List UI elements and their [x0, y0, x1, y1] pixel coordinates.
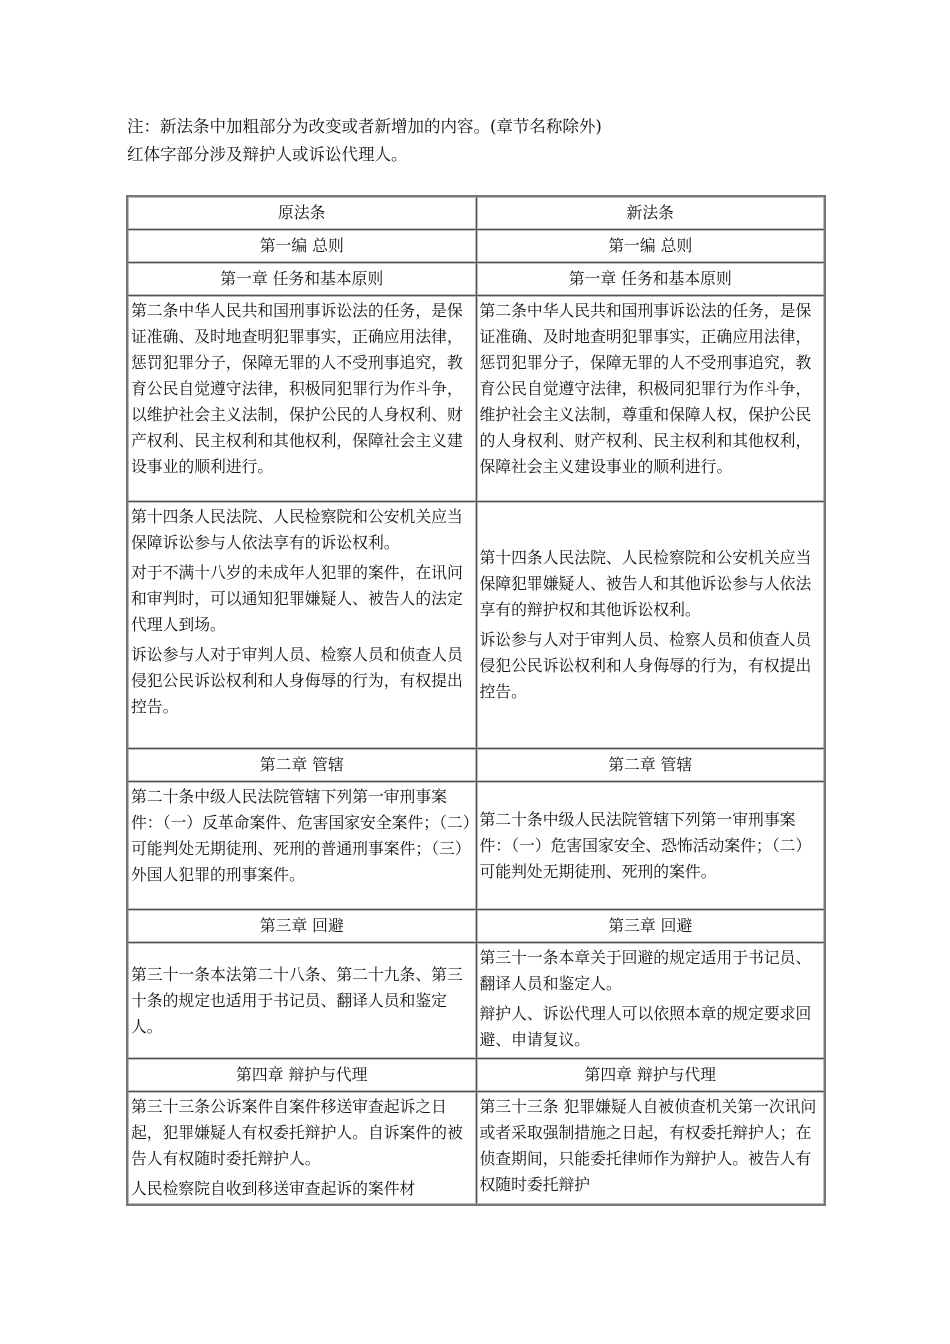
- article33-old: [127, 1092, 476, 1206]
- note-red-explanation: 红体字部分涉及辩护人或诉讼代理人。: [127, 145, 408, 164]
- article-paragraph: 第三十三条 犯罪嫌疑人自被侦查机关第一次讯问或者采取强制措施之日起，有权委托辩护人；在侦查期间，只能委托律师作为辩护人。被告人有权随时委托辩护: [479, 1097, 817, 1194]
- column-header-new: 新法条: [476, 196, 825, 230]
- chapter1-heading-old: 第一章 任务和基本原则: [127, 263, 476, 296]
- article14-new: [476, 502, 825, 749]
- column-header-old: 原法条: [127, 196, 476, 230]
- article2-new: [476, 296, 825, 502]
- article-paragraph: 第十四条人民法院、人民检察院和公安机关应当保障犯罪嫌疑人、被告人和其他诉讼参与人依法享有的辩护权和其他诉讼权利。: [479, 548, 812, 619]
- chapter3-heading-new: 第三章 回避: [476, 910, 825, 943]
- article31-new: [476, 943, 825, 1059]
- article-paragraph: 第三十一条本法第二十八条、第二十九条、第三十条的规定也适用于书记员、翻译人员和鉴定人。: [131, 964, 463, 1036]
- part-heading-row: [127, 230, 825, 263]
- article-paragraph: 第二十条中级人民法院管辖下列第一审刑事案件：（一）反革命案件、危害国家安全案件；（二）可能判处无期徒刑、死刑的普通刑事案件；（三）外国人犯罪的刑事案件。: [131, 787, 471, 884]
- chapter2-heading-old: 第二章 管辖: [127, 749, 476, 782]
- article-paragraph: 对于不满十八岁的未成年人犯罪的案件，在讯问和审判时，可以通知犯罪嫌疑人、被告人的法定代理人到场。: [131, 563, 463, 634]
- article-paragraph: 第二条中华人民共和国刑事诉讼法的任务，是保证准确、及时地查明犯罪事实，正确应用法律，惩罚犯罪分子，保障无罪的人不受刑事追究，教育公民自觉遵守法律，积极同犯罪行为作斗争，维护社会主义法制，尊重和保障人权，保护公民的人身权利、财产权利、民主权利和其他权利，保障社会主义建设事业的顺利进行。: [479, 301, 812, 476]
- article-paragraph: 辩护人、诉讼代理人可以依照本章的规定要求回避、申请复议。: [479, 1004, 812, 1049]
- article-row: [127, 502, 825, 749]
- article-row: [127, 782, 825, 910]
- article-paragraph: 人民检察院自收到移送审查起诉的案件材: [131, 1179, 416, 1198]
- article31-old: [127, 943, 476, 1059]
- comparison-table: [126, 195, 826, 1206]
- chapter1-heading-new: 第一章 任务和基本原则: [476, 263, 825, 296]
- article33-new: [476, 1092, 825, 1206]
- article20-new: [476, 782, 825, 910]
- table-header-row: [127, 196, 825, 230]
- article-paragraph: 第三十三条公诉案件自案件移送审查起诉之日起，犯罪嫌疑人有权委托辩护人。自诉案件的被告人有权随时委托辩护人。: [131, 1097, 463, 1168]
- article2-old: [127, 296, 476, 502]
- part-heading-old: 第一编 总则: [127, 230, 476, 263]
- article-row: [127, 1092, 825, 1206]
- chapter-heading-row: [127, 1059, 825, 1092]
- article-paragraph: 第二十条中级人民法院管辖下列第一审刑事案件：（一）危害国家安全、恐怖活动案件；（二）可能判处无期徒刑、死刑的案件。: [479, 809, 812, 881]
- notes: [127, 113, 602, 169]
- article-row: [127, 296, 825, 502]
- chapter-heading-row: [127, 749, 825, 782]
- chapter4-heading-old: 第四章 辩护与代理: [127, 1059, 476, 1092]
- article-paragraph: 诉讼参与人对于审判人员、检察人员和侦查人员侵犯公民诉讼权利和人身侮辱的行为，有权提出控告。: [131, 645, 463, 716]
- article-paragraph: 第十四条人民法院、人民检察院和公安机关应当保障诉讼参与人依法享有的诉讼权利。: [131, 507, 463, 552]
- article14-old: [127, 502, 476, 749]
- note-bold-explanation: 注：新法条中加粗部分为改变或者新增加的内容。(章节名称除外): [127, 117, 602, 136]
- chapter4-heading-new: 第四章 辩护与代理: [476, 1059, 825, 1092]
- article-paragraph: 第二条中华人民共和国刑事诉讼法的任务，是保证准确、及时地查明犯罪事实，正确应用法律，惩罚犯罪分子，保障无罪的人不受刑事追究，教育公民自觉遵守法律，积极同犯罪行为作斗争，以维护社会主义法制，保护公民的人身权利、财产权利、民主权利和其他权利，保障社会主义建设事业的顺利进行。: [131, 301, 463, 476]
- article-paragraph: 第三十一条本章关于回避的规定适用于书记员、翻译人员和鉴定人。: [479, 948, 812, 993]
- part-heading-new: 第一编 总则: [476, 230, 825, 263]
- article-row: [127, 943, 825, 1059]
- chapter-heading-row: [127, 263, 825, 296]
- chapter3-heading-old: 第三章 回避: [127, 910, 476, 943]
- chapter2-heading-new: 第二章 管辖: [476, 749, 825, 782]
- article20-old: [127, 782, 476, 910]
- article-paragraph: 诉讼参与人对于审判人员、检察人员和侦查人员侵犯公民诉讼权利和人身侮辱的行为，有权提出控告。: [479, 630, 812, 701]
- chapter-heading-row: [127, 910, 825, 943]
